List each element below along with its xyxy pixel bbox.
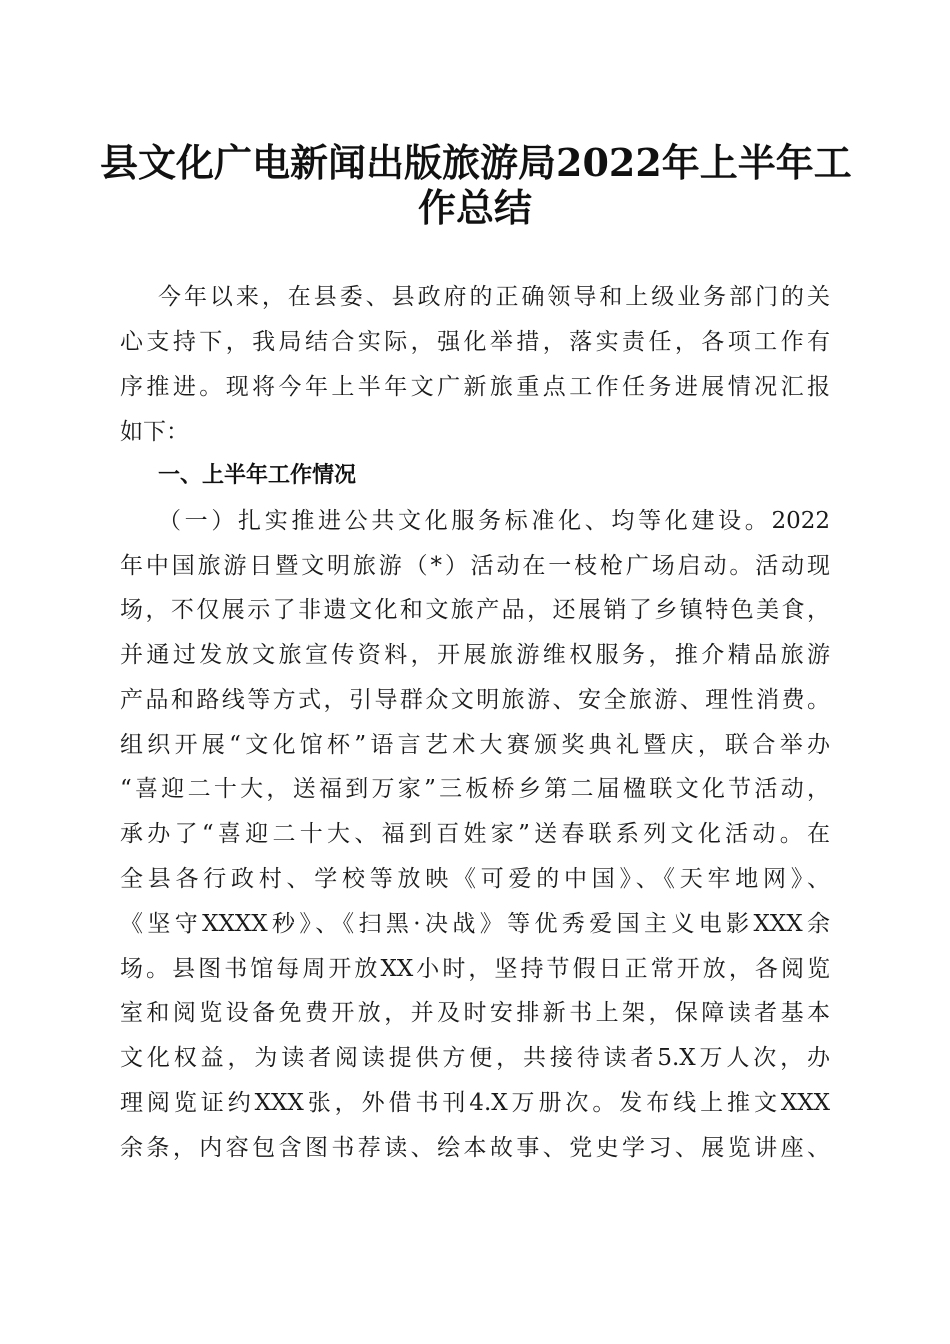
body-paragraph-line: 产品和路线等方式，引导群众文明旅游、安全旅游、理性消费。 [120,687,830,713]
section-heading: 一、上半年工作情况 [158,463,357,488]
intro-paragraph-line: 如下： [120,419,189,445]
body-paragraph-line: “喜迎二十大，送福到万家”三板桥乡第二届楹联文化节活动， [120,776,830,802]
body-paragraph-line: 文化权益，为读者阅读提供方便，共接待读者5.X万人次，办 [120,1045,830,1071]
body-paragraph-line: 承办了“喜迎二十大、福到百姓家”送春联系列文化活动。在 [120,821,830,847]
body-paragraph-line: 《坚守XXXX秒》、《扫黑·决战》等优秀爱国主义电影XXX余 [120,911,830,937]
document-title-line-2: 作总结 [417,185,532,230]
intro-paragraph-line: 序推进。现将今年上半年文广新旅重点工作任务进展情况汇报 [120,374,830,400]
intro-paragraph-line: 今年以来，在县委、县政府的正确领导和上级业务部门的关 [158,284,830,310]
body-paragraph-line: 并通过发放文旅宣传资料，开展旅游维权服务，推介精品旅游 [120,642,830,668]
body-paragraph-line: 年中国旅游日暨文明旅游（*）活动在一枝枪广场启动。活动现 [120,553,830,579]
body-paragraph-line: 场，不仅展示了非遗文化和文旅产品，还展销了乡镇特色美食， [120,597,830,623]
body-paragraph-line: 室和阅览设备免费开放，并及时安排新书上架，保障读者基本 [120,1000,830,1026]
body-paragraph-line: 理阅览证约XXX张，外借书刊4.X万册次。发布线上推文XXX [120,1090,830,1116]
intro-paragraph-line: 心支持下，我局结合实际，强化举措，落实责任，各项工作有 [120,329,830,355]
body-paragraph-line: 全县各行政村、学校等放映《可爱的中国》、《天牢地网》、 [120,866,830,892]
body-paragraph-line: 余条，内容包含图书荐读、绘本故事、党史学习、展览讲座、 [120,1135,830,1161]
body-paragraph-line: 场。县图书馆每周开放XX小时，坚持节假日正常开放，各阅览 [120,956,830,982]
body-paragraph-line: 组织开展“文化馆杯”语言艺术大赛颁奖典礼暨庆，联合举办 [120,732,830,758]
body-paragraph-line: （一）扎实推进公共文化服务标准化、均等化建设。2022 [158,508,830,534]
document-title-line-1: 县文化广电新闻出版旅游局2022年上半年工 [100,140,852,185]
